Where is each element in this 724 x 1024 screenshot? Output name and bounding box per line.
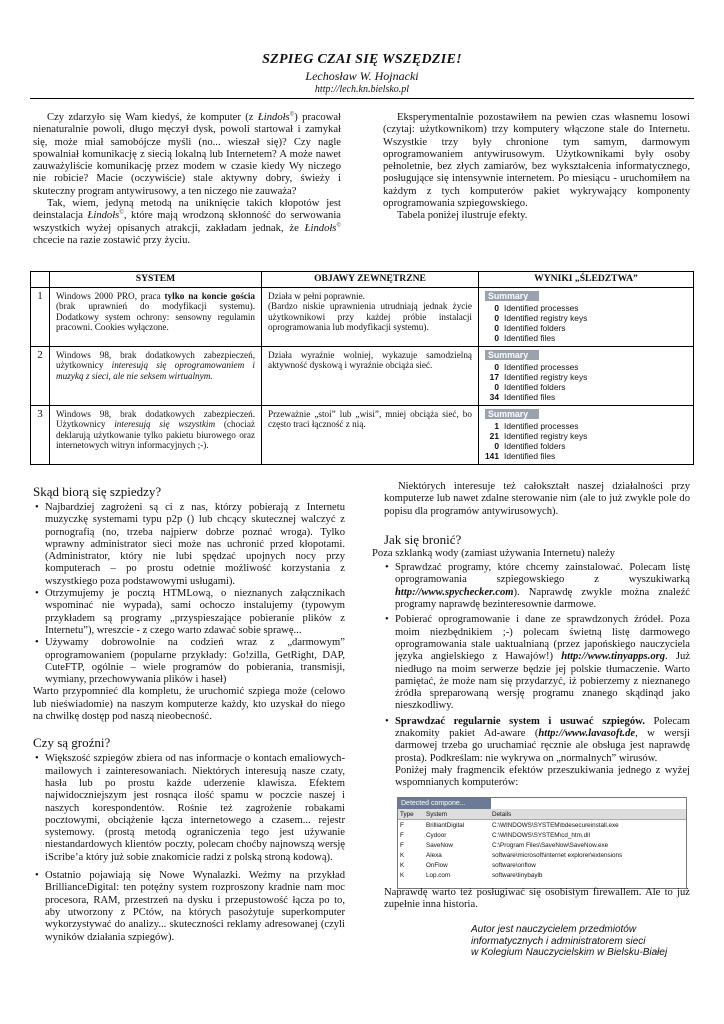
article-title: SZPIEG CZAI SIĘ WSZĘDZIE! [262, 52, 462, 67]
section-heading-skad: Skąd biorą się szpiedzy? [33, 484, 162, 499]
list-item: • Sprawdzać regularnie system i usuwać szpiegów. Polecam znakomity pakiet Ad-aware (http://www.lavasoft.de, w wersji darmowej trzeba go uruchamiać ręcznie ale obsługa jest naprawdę prosta). Podkreślam: nie wykrywa on „normalnych” wirusów. Poniżej mały fragmencik efektów przeszukiwania jednego z wyżej wspomnianych komputerów: [395, 716, 690, 790]
row-number: 3 [31, 405, 50, 464]
table-header-row [31, 272, 694, 288]
table-row [31, 405, 694, 464]
list-item: • Najbardziej zagrożeni są ci z nas, którzy pobierają z Internetu muzyczkę systemami typu p2p () lub chcący skutecznej walczyć z pornografią (no, trzeba najpierw dobrze poznać wroga). Tylko wprawny administrator sieci może nas uchronić przed kłopotami. (Administrator, który nie lubi spędzać upojnych nocy przy komputerach – po prostu odetnie możliwość korzystania z wszystkiego poza podstawowymi usługami). [45, 502, 345, 588]
spychecker-link[interactable]: http://www.spychecker.com [395, 586, 514, 598]
list-item: • Sprawdzać programy, które chcemy zainstalować. Polecam listę oprogramowania szpiegowskiego z wyszukiwarką http://www.spychecker.com). Naprawdę zwykle można znaleźć programy naprawdę bezinteresownie darmowe. [395, 562, 690, 611]
results-table [30, 271, 694, 465]
tinyapps-link[interactable]: http://www.tinyapps.org [561, 651, 666, 663]
bronic-lead: Poza szklanką wody (zamiast używania Internetu) należy [372, 547, 615, 559]
symptoms-cell: Działa wyraźnie wolniej, wykazuje samodzielną aktywność dyskową i wyraźnie obciąża sieć. [262, 346, 479, 405]
section-heading-grozni: Czy są groźni? [33, 735, 111, 751]
summary-panel: Summary 1 Identified processes 21 Identified registry keys 0 Identified folders 141 Identified files [485, 408, 588, 461]
firewall-paragraph: Naprawdę warto też posługiwać się osobistym firewallem. Ale to już zupełnie inna historia. [384, 887, 690, 911]
experiment-paragraph: Eksperymentalnie pozostawiłem na pewien czas własnemu losowi (czytaj: użytkownikom) trzy komputery włączone stale do Internetu. Wszystkie trzy były chronione tym samym, darmowym oprogramowaniem antywirusowym. Użytkownikami były osoby pełnoletnie, bez złych zamiarów, bez wykształcenia informatycznego, posługujące się intensywnie internetem. Po miesiącu - uruchomiłem na każdym z tych komputerów pakiet wykrywający komponenty oprogramowania szpiegowskiego. [383, 112, 690, 210]
detected-row: K OnFlow software\onflow [400, 861, 536, 869]
intro-paragraph-1: Czy zdarzyło się Wam kiedyś, że komputer (z Łindołs©) pracował nienaturalnie powoli, długo męczył dysk, powoli startował i zamykał się, może miał samobójcze myśli (no... wieszał się)? Czy nagle spowalniał komunikację z siecią lokalną lub Internetem? A może nawet zauważyliście komunikację przez modem w czasie kiedy Wy niczego nie robicie? Macie (oczywiście) stale aktywny dobry, świeży i skuteczny program antywirusowy, a ten niczego nie zauważa? [33, 111, 341, 197]
table-row [31, 346, 694, 405]
col-num [31, 272, 50, 288]
section-heading-bronic: Jak się bronić? [384, 531, 462, 547]
col-results: WYNIKI „ŚLEDZTWA” [479, 272, 694, 288]
summary-title: Summary [485, 291, 539, 301]
detected-header-row: Type System Details [398, 809, 686, 820]
row-number: 2 [31, 346, 50, 405]
summary-panel: Summary 0 Identified processes 17 Identified registry keys 0 Identified folders 34 Identified files [485, 350, 607, 402]
system-cell: Windows 98, brak dodatkowych zabezpieczeń, użytkownicy interesują się oprogramowaniem i muzyką z sieci, ale nie seksem wirtualnym. [50, 346, 262, 405]
article-author: Lechosław W. Hojnacki [305, 69, 419, 83]
detected-row: K Alexa software\microsoft\internet explorer\extensions [400, 851, 623, 859]
symptoms-cell: Działa w pełni poprawnie. (Bardzo niskie uprawnienia utrudniają jednak życie użytkownikowi przy każdej próbie instalacji oprogramowania lub modyfikacji systemu). [262, 287, 479, 346]
col-system: SYSTEM [50, 272, 262, 288]
results-cell [479, 346, 694, 405]
grozni-list [33, 753, 345, 943]
list-item: • Otrzymujemy je pocztą HTMLową, o nieznanych załącznikach wspominać nie wypada), sami ochoczo instalujemy (typowym przykładem są programy „przyspieszające pobieranie plików z Internetu”), wreszcie - z czego warto zdawać sobie sprawę... [45, 588, 345, 637]
system-cell: Windows 2000 PRO, praca tylko na koncie gościa (brak uprawnień do modyfikacji systemu). Dodatkowy system ochrony: sensowny regulamin pracowni. Cookies wyłączone. [50, 287, 262, 346]
results-cell [479, 405, 694, 464]
summary-title: Summary [485, 409, 539, 419]
detected-row: F SaveNow C:\Program Files\SaveNow\SaveNow.exe [400, 841, 609, 849]
lower-right-column [372, 481, 690, 790]
header-rule [30, 98, 694, 99]
author-byline: Autor jest nauczycielem przedmiotów informatycznych i administratorem sieci w Kolegium Nauczycielskim w Bielsku-Białej [471, 924, 668, 958]
author-url[interactable]: http://lech.kn.bielsko.pl [314, 84, 410, 95]
detected-row: F BrilliantDigital C:\WINDOWS\SYSTEM\bdesecureinstall.exe [400, 821, 619, 829]
list-item: • Ostatnio pojawiają się Nowe Wynalazki. Weźmy na przykład BrillianceDigital: ten potężny system rozproszony kradnie nam moc procesora, RAM, przestrzeń na dysku i przepustowość łącza po to, aby utworzony z PCtów, na których pasożytuje superkomputer wykorzystywać do analizy... skuteczności reklamy adresowanej (czyli wyników działania szpiegów). [45, 870, 345, 944]
niektorych-paragraph: Niektórych interesuje też całokształt naszej działalności przy komputerze lub nawet zdalne sterowanie nim (ale to już zwykle pole do popisu dla programów antywirusowych). [384, 481, 690, 517]
intro-right-column [383, 112, 690, 223]
summary-title: Summary [485, 350, 539, 360]
screenshot-titlebar: Detected compone... [398, 798, 491, 809]
intro-paragraph-2: Tak, wiem, jedyną metodą na uniknięcie takich kłopotów jest deinstalacja Łindołs©, które mają wrodzoną skłonność do serwowania wszystkich wyżej opisanych atrakcji, zakładam jednak, że Łindołs© chcecie na razie zostawić przy życiu. [33, 198, 341, 246]
bronic-list [384, 562, 690, 789]
list-item: • Pobierać oprogramowanie i dane ze sprawdzonych źródeł. Poza moim niezbędnikiem ;-) polecam świetną listę darmowego oprogramowania stale uaktualnianą (przez japońskiego nauczyciela języka angielskiego z Hawajów!) http://www.tinyapps.org. Już niedługo na moim serwerze będzie jej polskie tłumaczenie. Warto pamiętać, że może nam się przydarzyć, iż pobierzemy z nieznanego źródła spreparowaną wersję programu znanego skądinąd jako nieszkodliwy. [395, 614, 690, 712]
list-item: • Używamy dobrowolnie na codzień wraz z „darmowym” oprogramowaniem (popularne przykłady: Go!zilla, GetRight, DAP, CuteFTP, ogólnie – wiele programów do pobierania, transmisji, wymiany, przechowywania plików i haseł) [45, 637, 345, 686]
detected-row: K Lop.com software\tinybaylb [400, 871, 543, 879]
system-cell: Windows 98, brak dodatkowych zabezpieczeń. Użytkownicy interesują się wszystkim (chociaż deklarują użytkowanie tylko pakietu biurowego oraz internetowych witryn informacyjnych ;-). [50, 405, 262, 464]
adaware-screenshot [397, 797, 687, 889]
skad-list [33, 502, 345, 686]
symptoms-cell: Przeważnie „stoi” lub „wisi”, mniej obciąża sieć, bo często traci łączność z nią. [262, 405, 479, 464]
summary-panel: Summary 0 Identified processes 0 Identified registry keys 0 Identified folders 0 Identified files [485, 291, 607, 343]
lower-left-column [33, 484, 345, 944]
list-item: • Większość szpiegów zbiera od nas informacje o kontach emaliowych-mailowych i zainteresowaniach. Niektórych interesują nasze czaty, hasła lub po prostu każde uderzenie klawisza. Efektem najwidoczniejszym jest rosnąca ilość spamu w poczcie naszej i naszych korespondentów. Rośnie też zagrożenie robakami pocztowymi, obciążenie łącza internetowego a czasem... rejestr systemowy. (prostą metodą ograniczenia tego jest używanie niestandardowych klientów poczty, polecam choćby najnowszą wersję iScribe’a który już sobie znakomicie radzi z polską stroną kodową). [45, 753, 345, 864]
lavasoft-link[interactable]: http://www.lavasoft.de [538, 728, 636, 740]
row-number: 1 [31, 287, 50, 346]
table-row [31, 287, 694, 346]
col-symptoms: OBJAWY ZEWNĘTRZNE [262, 272, 479, 288]
intro-left-column [33, 112, 341, 247]
detected-components-table [398, 809, 686, 880]
skad-after-paragraph: Warto przypomnieć dla kompletu, że uruchomić szpiega może (celowo lub nieświadomie) na naszym komputerze każdy, kto uzyskał do niego na chwilkę dostęp pod naszą nieobecność. [33, 686, 345, 723]
results-cell [479, 287, 694, 346]
table-lead: Tabela poniżej ilustruje efekty. [397, 210, 528, 222]
detected-row: F Cydoor C:\WINDOWS\SYSTEM\cd_htm.dll [400, 831, 590, 839]
